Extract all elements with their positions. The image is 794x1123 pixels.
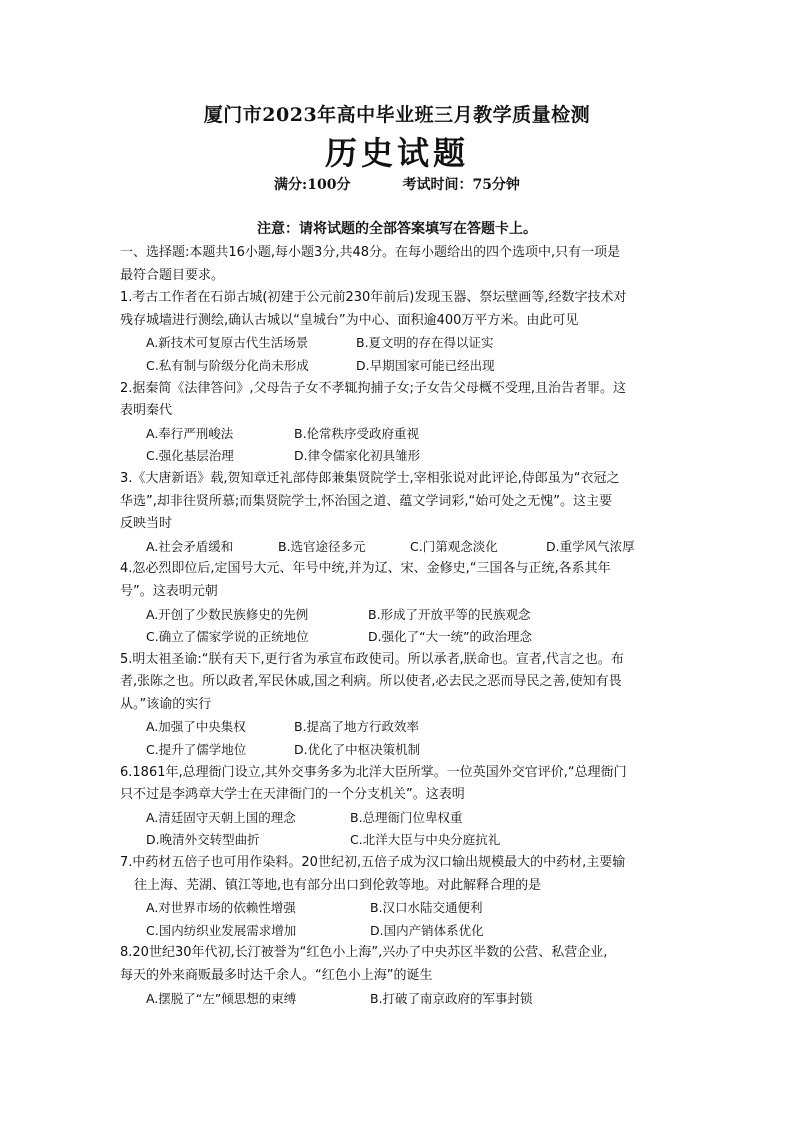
question-7-line: 往上海、芜湖、镇江等地,也有部分出口到伦敦等地。对此解释合理的是 [134, 877, 542, 893]
option-a: A.奉行严刑峻法 [146, 425, 234, 441]
option-d: D.早期国家可能已经出现 [356, 357, 495, 373]
option-row [120, 807, 680, 830]
option-d: D.晚清外交转型曲折 [146, 832, 260, 848]
option-row [120, 829, 680, 852]
question-8-line: 每天的外来商贩最多时达千余人。“红色小上海”的诞生 [120, 968, 433, 983]
option-c: C.提升了儒学地位 [146, 742, 247, 758]
option-c: C.强化基层治理 [146, 448, 234, 464]
option-b: B.汉口水陆交通便利 [370, 900, 483, 916]
option-row [120, 988, 680, 1011]
option-b: B.形成了开放平等的民族观念 [368, 606, 531, 622]
option-a: A.对世界市场的依赖性增强 [146, 900, 296, 916]
exam-time: 考试时间：75分钟 [402, 177, 520, 193]
question-6-line: 6.1861年,总理衙门设立,其外交事务多为北洋大臣所掌。一位英国外交官评价,“总理衙门 [120, 764, 627, 780]
option-b: B.选官途径多元 [278, 538, 366, 554]
option-row [120, 626, 680, 649]
question-5-line: 从。”该谕的实行 [120, 696, 212, 712]
option-a: A.社会矛盾缓和 [146, 538, 234, 554]
option-c: C.确立了儒家学说的正统地位 [146, 629, 309, 645]
exam-title: 历史试题 [324, 134, 469, 172]
option-a: A.摆脱了“左”倾思想的束缚 [146, 990, 297, 1006]
option-row [120, 897, 680, 920]
exam-meta [0, 174, 794, 194]
section-intro-line: 最符合题目要求。 [120, 267, 225, 283]
section-intro-line: 一、选择题:本题共16小题,每小题3分,共48分。在每小题给出的四个选项中,只有一项是 [120, 245, 621, 260]
option-b: B.伦常秩序受政府重视 [294, 425, 420, 441]
option-d: D.强化了“大一统”的政治理念 [368, 629, 533, 645]
option-b: B.夏文明的存在得以证实 [356, 335, 494, 351]
option-row [120, 739, 680, 762]
question-1-line: 1.考古工作者在石峁古城(初建于公元前230年前后)发现玉器、祭坛壁画等,经数字技术对 [120, 290, 627, 306]
option-a: A.加强了中央集权 [146, 719, 246, 735]
option-b: B.提高了地方行政效率 [294, 719, 420, 735]
option-row [120, 604, 680, 627]
option-c: C.私有制与阶级分化尚未形成 [146, 357, 309, 373]
question-4-line: 4.忽必烈即位后,定国号大元、年号中统,并为辽、宋、金修史,“三国各与正统,各系其年 [120, 561, 611, 577]
option-a: A.清廷固守天朝上国的理念 [146, 809, 296, 825]
option-c: C.北洋大臣与中央分庭抗礼 [350, 832, 501, 848]
option-row [120, 445, 680, 468]
full-score: 满分:100分 [274, 177, 351, 193]
option-c: C.国内纺织业发展需求增加 [146, 922, 297, 938]
question-7-line: 7.中药材五倍子也可用作染料。20世纪初,五倍子成为汉口输出规模最大的中药材,主要输 [120, 855, 626, 871]
question-1-line: 残存城墙进行测绘,确认古城以“皇城台”为中心、面积逾400万平方米。由此可见 [120, 312, 579, 328]
question-3-line: 华选”,却非往贤所慕;而集贤院学士,怀治国之道、蕴文学词彩,“始可处之无愧”。这主要 [120, 493, 612, 509]
question-2-line: 2.据秦简《法律答问》,父母告子女不孝辄拘捕子女;子女告父母概不受理,且治告者罪。这 [120, 380, 627, 396]
option-a: A.新技术可复原古代生活场景 [146, 335, 309, 351]
question-6-line: 只不过是李鸿章大学士在天津衙门的一个分支机关”。这表明 [120, 787, 465, 803]
option-d: D.优化了中枢决策机制 [294, 742, 421, 758]
notice: 注意：请将试题的全部答案填写在答题卡上。 [257, 221, 537, 237]
option-a: A.开创了少数民族修史的先例 [146, 606, 309, 622]
option-row [120, 536, 680, 559]
question-3-line: 反映当时 [120, 516, 173, 532]
question-3-line: 3.《大唐新语》载,贺知章迁礼部侍郎兼集贤院学士,宰相张说对此评论,侍郎虽为“衣冠之 [120, 470, 620, 486]
option-b: B.总理衙门位卑权重 [350, 809, 463, 825]
option-d: D.国内产销体系优化 [370, 922, 484, 938]
option-d: D.律令儒家化初具雏形 [294, 448, 421, 464]
question-5-line: 者,张陈之也。所以政者,军民休戚,国之利病。所以使者,必去民之恶而导民之善,使知有畏 [120, 674, 622, 690]
option-b: B.打破了南京政府的军事封锁 [370, 990, 533, 1006]
exam-header-line: 厦门市2023年高中毕业班三月教学质量检测 [203, 104, 591, 126]
question-8-line: 8.20世纪30年代初,长汀被誉为“红色小上海”,兴办了中央苏区半数的公营、私营企业, [120, 945, 608, 961]
option-row [120, 355, 680, 378]
option-row [120, 716, 680, 739]
option-row [120, 332, 680, 355]
question-4-line: 号”。这表明元朝 [120, 583, 218, 599]
option-row [120, 920, 680, 943]
option-c: C.门第观念淡化 [410, 538, 498, 554]
question-body [120, 242, 680, 1010]
question-2-line: 表明秦代 [120, 403, 173, 419]
option-d: D.重学风气浓厚 [546, 538, 635, 554]
question-5-line: 5.明太祖圣谕:“朕有天下,更行省为承宣布政使司。所以承者,朕命也。宣者,代言之也。布 [120, 651, 624, 667]
option-row [120, 423, 680, 446]
